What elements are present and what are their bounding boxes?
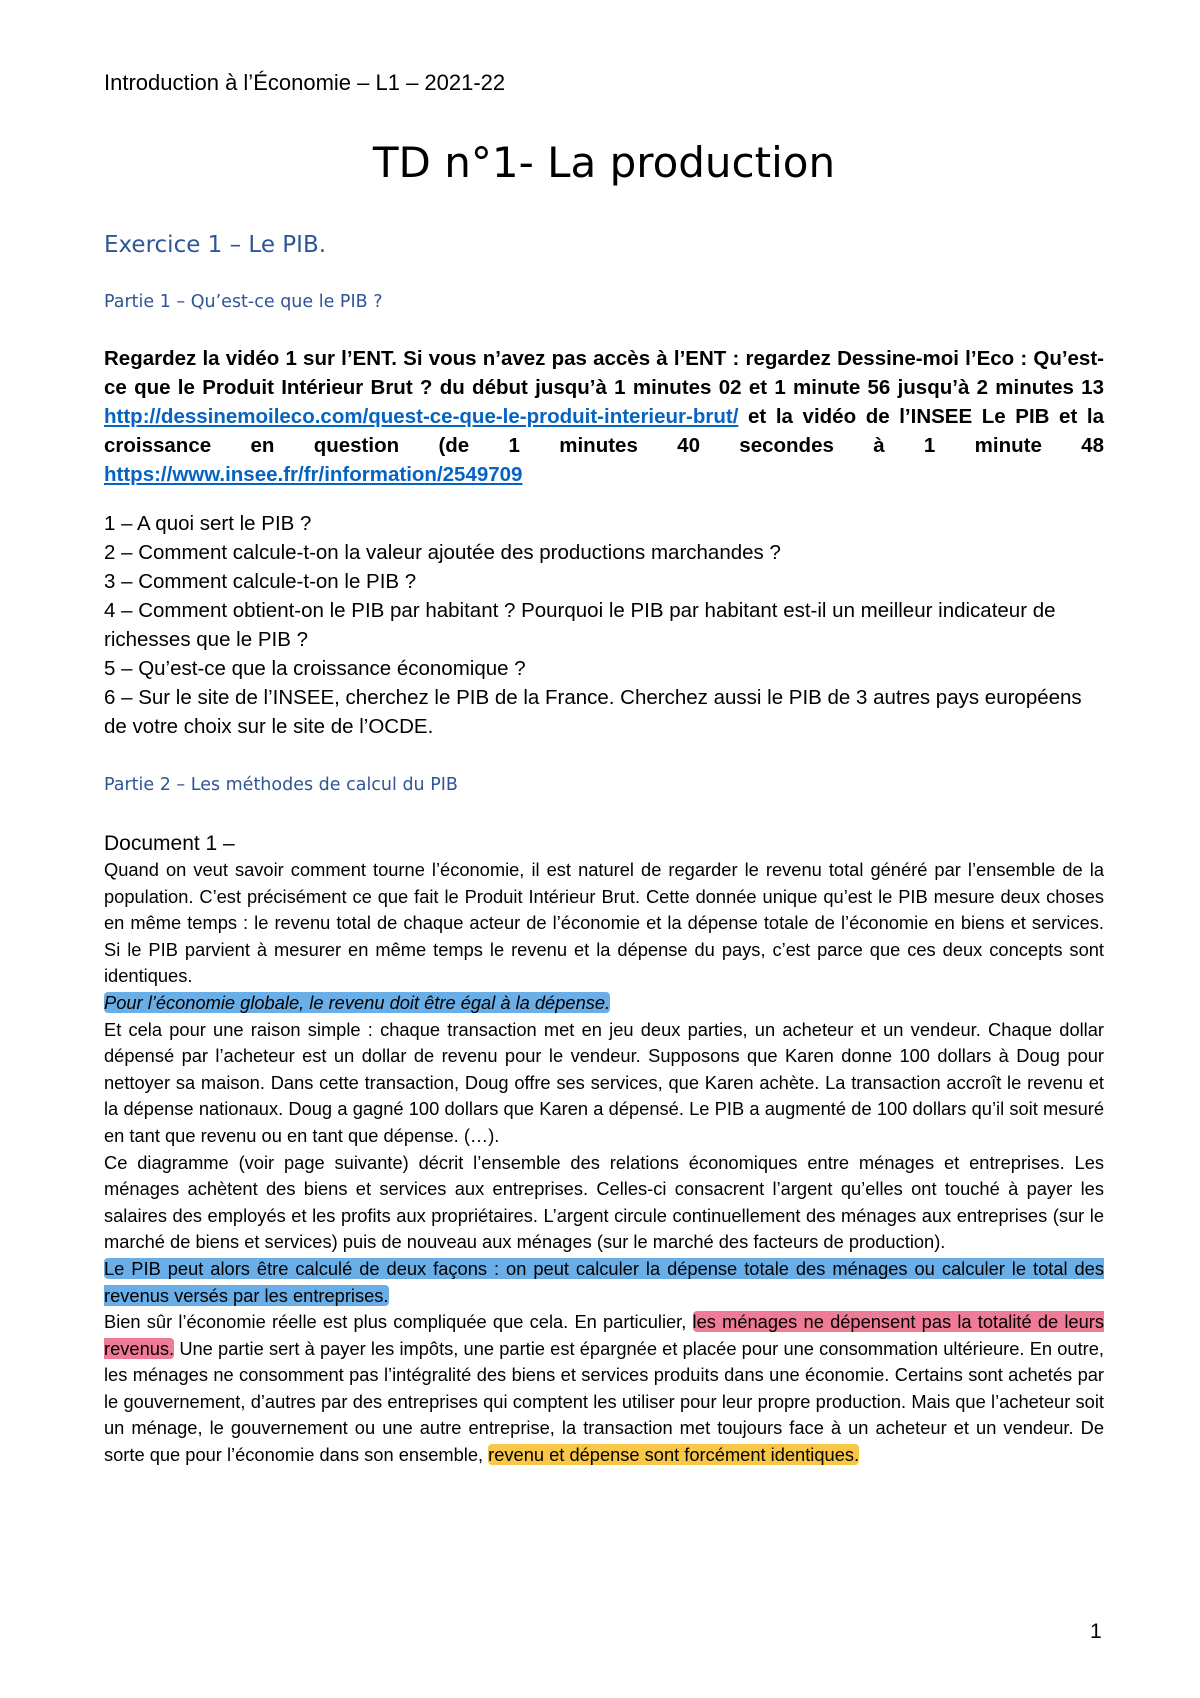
page-title: TD n°1- La production: [372, 138, 836, 187]
highlight-yellow: revenu et dépense sont forcément identiques.: [488, 1444, 860, 1466]
dessinemoileco-link[interactable]: http://dessinemoileco.com/quest-ce-que-le-produit-interieur-brut/: [104, 405, 739, 428]
doc-paragraph-1: [104, 857, 1104, 1017]
doc-text-4b: Une partie sert à payer les impôts, une partie est épargnée et placée pour une consommation ultérieure. En outre, les ménages ne consomment pas l’intégralité des biens et services produits dans une économie. Certains sont achetés par le gouvernement, d’autres par des entreprises qui comptent les utiliser pour leur propre production. Mais que l’acheteur soit un ménage, le gouvernement ou une autre entreprise, la transaction met toujours face à un acheteur et un vendeur. De sorte que pour l’économie dans son ensemble,: [104, 1337, 1104, 1466]
page-number: 1: [1090, 1620, 1102, 1643]
part1-heading: Partie 1 – Qu’est-ce que le PIB ?: [104, 292, 383, 312]
course-header: Introduction à l’Économie – L1 – 2021-22: [104, 70, 506, 95]
highlight-pink: les ménages ne dépensent pas la totalité de leurs revenus.: [104, 1311, 1104, 1359]
question-item: 2 – Comment calcule-t-on la valeur ajoutée des productions marchandes ?: [104, 541, 781, 564]
doc-paragraph-3: Ce diagramme (voir page suivante) décrit l’ensemble des relations économiques entre ménages et entreprises. Les ménages achètent des biens et services aux entreprises. Celles-ci consacrent l’argent qu’elles ont touché à payer les salaires des employés et les profits aux propriétaires. L’argent circule continuellement des ménages aux entreprises (sur le marché de biens et services) puis de nouveau aux ménages (sur le marché des facteurs de production).: [104, 1151, 1104, 1253]
question-list: [104, 509, 1104, 741]
insee-link[interactable]: https://www.insee.fr/fr/information/2549709: [104, 463, 523, 486]
question-item: 3 – Comment calcule-t-on le PIB ?: [104, 570, 417, 593]
highlight-blue-1: Pour l’économie globale, le revenu doit être égal à la dépense.: [104, 991, 611, 1013]
doc-paragraph-4: [104, 1256, 1104, 1309]
question-item: 6 – Sur le site de l’INSEE, cherchez le PIB de la France. Cherchez aussi le PIB de 3 autres pays européens de votre choix sur le site de l’OCDE.: [104, 686, 1082, 738]
doc-text-1: Quand on veut savoir comment tourne l’économie, il est naturel de regarder le revenu total généré par l’ensemble de la population. C’est précisément ce que fait le Produit Intérieur Brut. Cette donnée unique qu’est le PIB mesure deux choses en même temps : le revenu total de chaque acteur de l’économie et la dépense totale de l’économie en biens et services. Si le PIB parvient à mesurer en même temps le revenu et la dépense du pays, c’est parce que ces deux concepts sont identiques.: [104, 859, 1104, 987]
part2-heading: Partie 2 – Les méthodes de calcul du PIB: [104, 775, 458, 795]
document-title: Document 1 –: [104, 832, 235, 855]
question-item: 1 – A quoi sert le PIB ?: [104, 512, 312, 535]
exercise-heading: Exercice 1 – Le PIB.: [104, 232, 327, 258]
question-item: 5 – Qu’est-ce que la croissance économique ?: [104, 657, 526, 680]
question-item: 4 – Comment obtient-on le PIB par habitant ? Pourquoi le PIB par habitant est-il un meilleur indicateur de richesses que le PIB ?: [104, 599, 1056, 651]
doc-paragraph-5: [104, 1309, 1104, 1469]
instructions-text-2: et la vidéo de l’INSEE Le PIB et la croissance en question (de 1 minutes 40 secondes à 1 minute 48: [104, 405, 1104, 457]
doc-text-4a: Bien sûr l’économie réelle est plus compliquée que cela. En particulier,: [104, 1311, 693, 1333]
instructions-text-1: Regardez la vidéo 1 sur l’ENT. Si vous n’avez pas accès à l’ENT : regardez Dessine-moi l’Eco : Qu’est-ce que le Produit Intérieur Brut ? du début jusqu’à 1 minutes 02 et 1 minute 56 jusqu’à 2 minutes 13: [104, 347, 1104, 399]
document-page: [104, 70, 1104, 1469]
part1-instructions: [104, 344, 1104, 489]
document-body: [104, 857, 1104, 1469]
doc-paragraph-2: Et cela pour une raison simple : chaque transaction met en jeu deux parties, un acheteur et un vendeur. Chaque dollar dépensé par l’acheteur est un dollar de revenu pour le vendeur. Supposons que Karen donne 100 dollars à Doug pour nettoyer sa maison. Dans cette transaction, Doug offre ses services, que Karen achète. La transaction accroît le revenu et la dépense nationaux. Doug a gagné 100 dollars que Karen a dépensé. Le PIB a augmenté de 100 dollars qu’il soit mesuré en tant que revenu ou en tant que dépense. (…).: [104, 1018, 1104, 1146]
highlight-blue-2: Le PIB peut alors être calculé de deux façons : on peut calculer la dépense totale des ménages ou calculer le total des revenus versés par les entreprises.: [104, 1257, 1104, 1306]
